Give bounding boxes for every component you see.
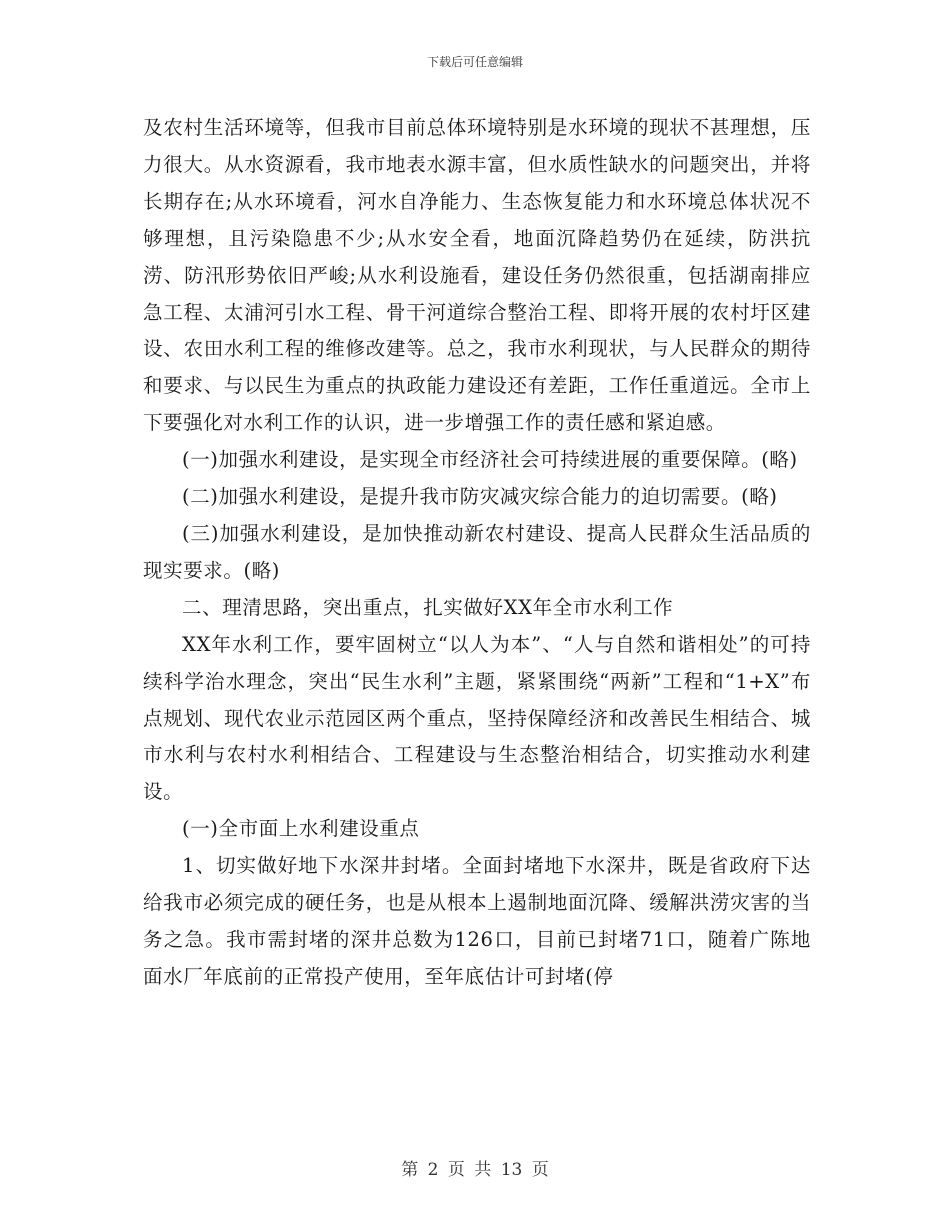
page-number-footer: 第 2 页 共 13 页: [401, 1160, 549, 1180]
subsection-heading: (一)全市面上水利建设重点: [182, 817, 420, 841]
section-heading: 二、理清思路，突出重点，扎实做好XX年全市水利工作: [182, 595, 674, 619]
paragraph: 1、切实做好地下水深井封堵。全面封堵地下水深井，既是省政府下达给我市必须完成的硬任务，也是从根本上遏制地面沉降、缓解洪涝灾害的当务之急。我市需封堵的深井总数为126口，目前已封堵71口，随着广陈地面水厂年底前的正常投产使用，至年底估计可封堵(停: [143, 854, 811, 988]
paragraph: XX年水利工作，要牢固树立“以人为本”、“人与自然和谐相处”的可持续科学治水理念，突出“民生水利”主题，紧紧围绕“两新”工程和“1+X”布点规划、现代农业示范园区两个重点，坚持保障经济和改善民生相结合、城市水利与农村水利相结合、工程建设与生态整治相结合，切实推动水利建设。: [143, 632, 811, 804]
paragraph: (三)加强水利建设，是加快推动新农村建设、提高人民群众生活品质的现实要求。(略): [143, 521, 811, 582]
paragraph: 及农村生活环境等，但我市目前总体环境特别是水环境的现状不甚理想，压力很大。从水资源看，我市地表水源丰富，但水质性缺水的问题突出，并将长期存在;从水环境看，河水自净能力、生态恢复能力和水环境总体状况不够理想，且污染隐患不少;从水安全看，地面沉降趋势仍在延续，防洪抗涝、防汛形势依旧严峻;从水利设施看，建设任务仍然很重，包括湖南排应急工程、太浦河引水工程、骨干河道综合整治工程、即将开展的农村圩区建设、农田水利工程的维修改建等。总之，我市水利现状，与人民群众的期待和要求、与以民生为重点的执政能力建设还有差距，工作任重道远。全市上下要强化对水利工作的认识，进一步增强工作的责任感和紧迫感。: [143, 116, 811, 435]
document-body: [143, 110, 811, 996]
paragraph: (二)加强水利建设，是提升我市防灾减灾综合能力的迫切需要。(略): [182, 485, 778, 509]
paragraph: (一)加强水利建设，是实现全市经济社会可持续进展的重要保障。(略): [182, 448, 798, 472]
page-header: 下载后可任意编辑: [426, 55, 523, 69]
